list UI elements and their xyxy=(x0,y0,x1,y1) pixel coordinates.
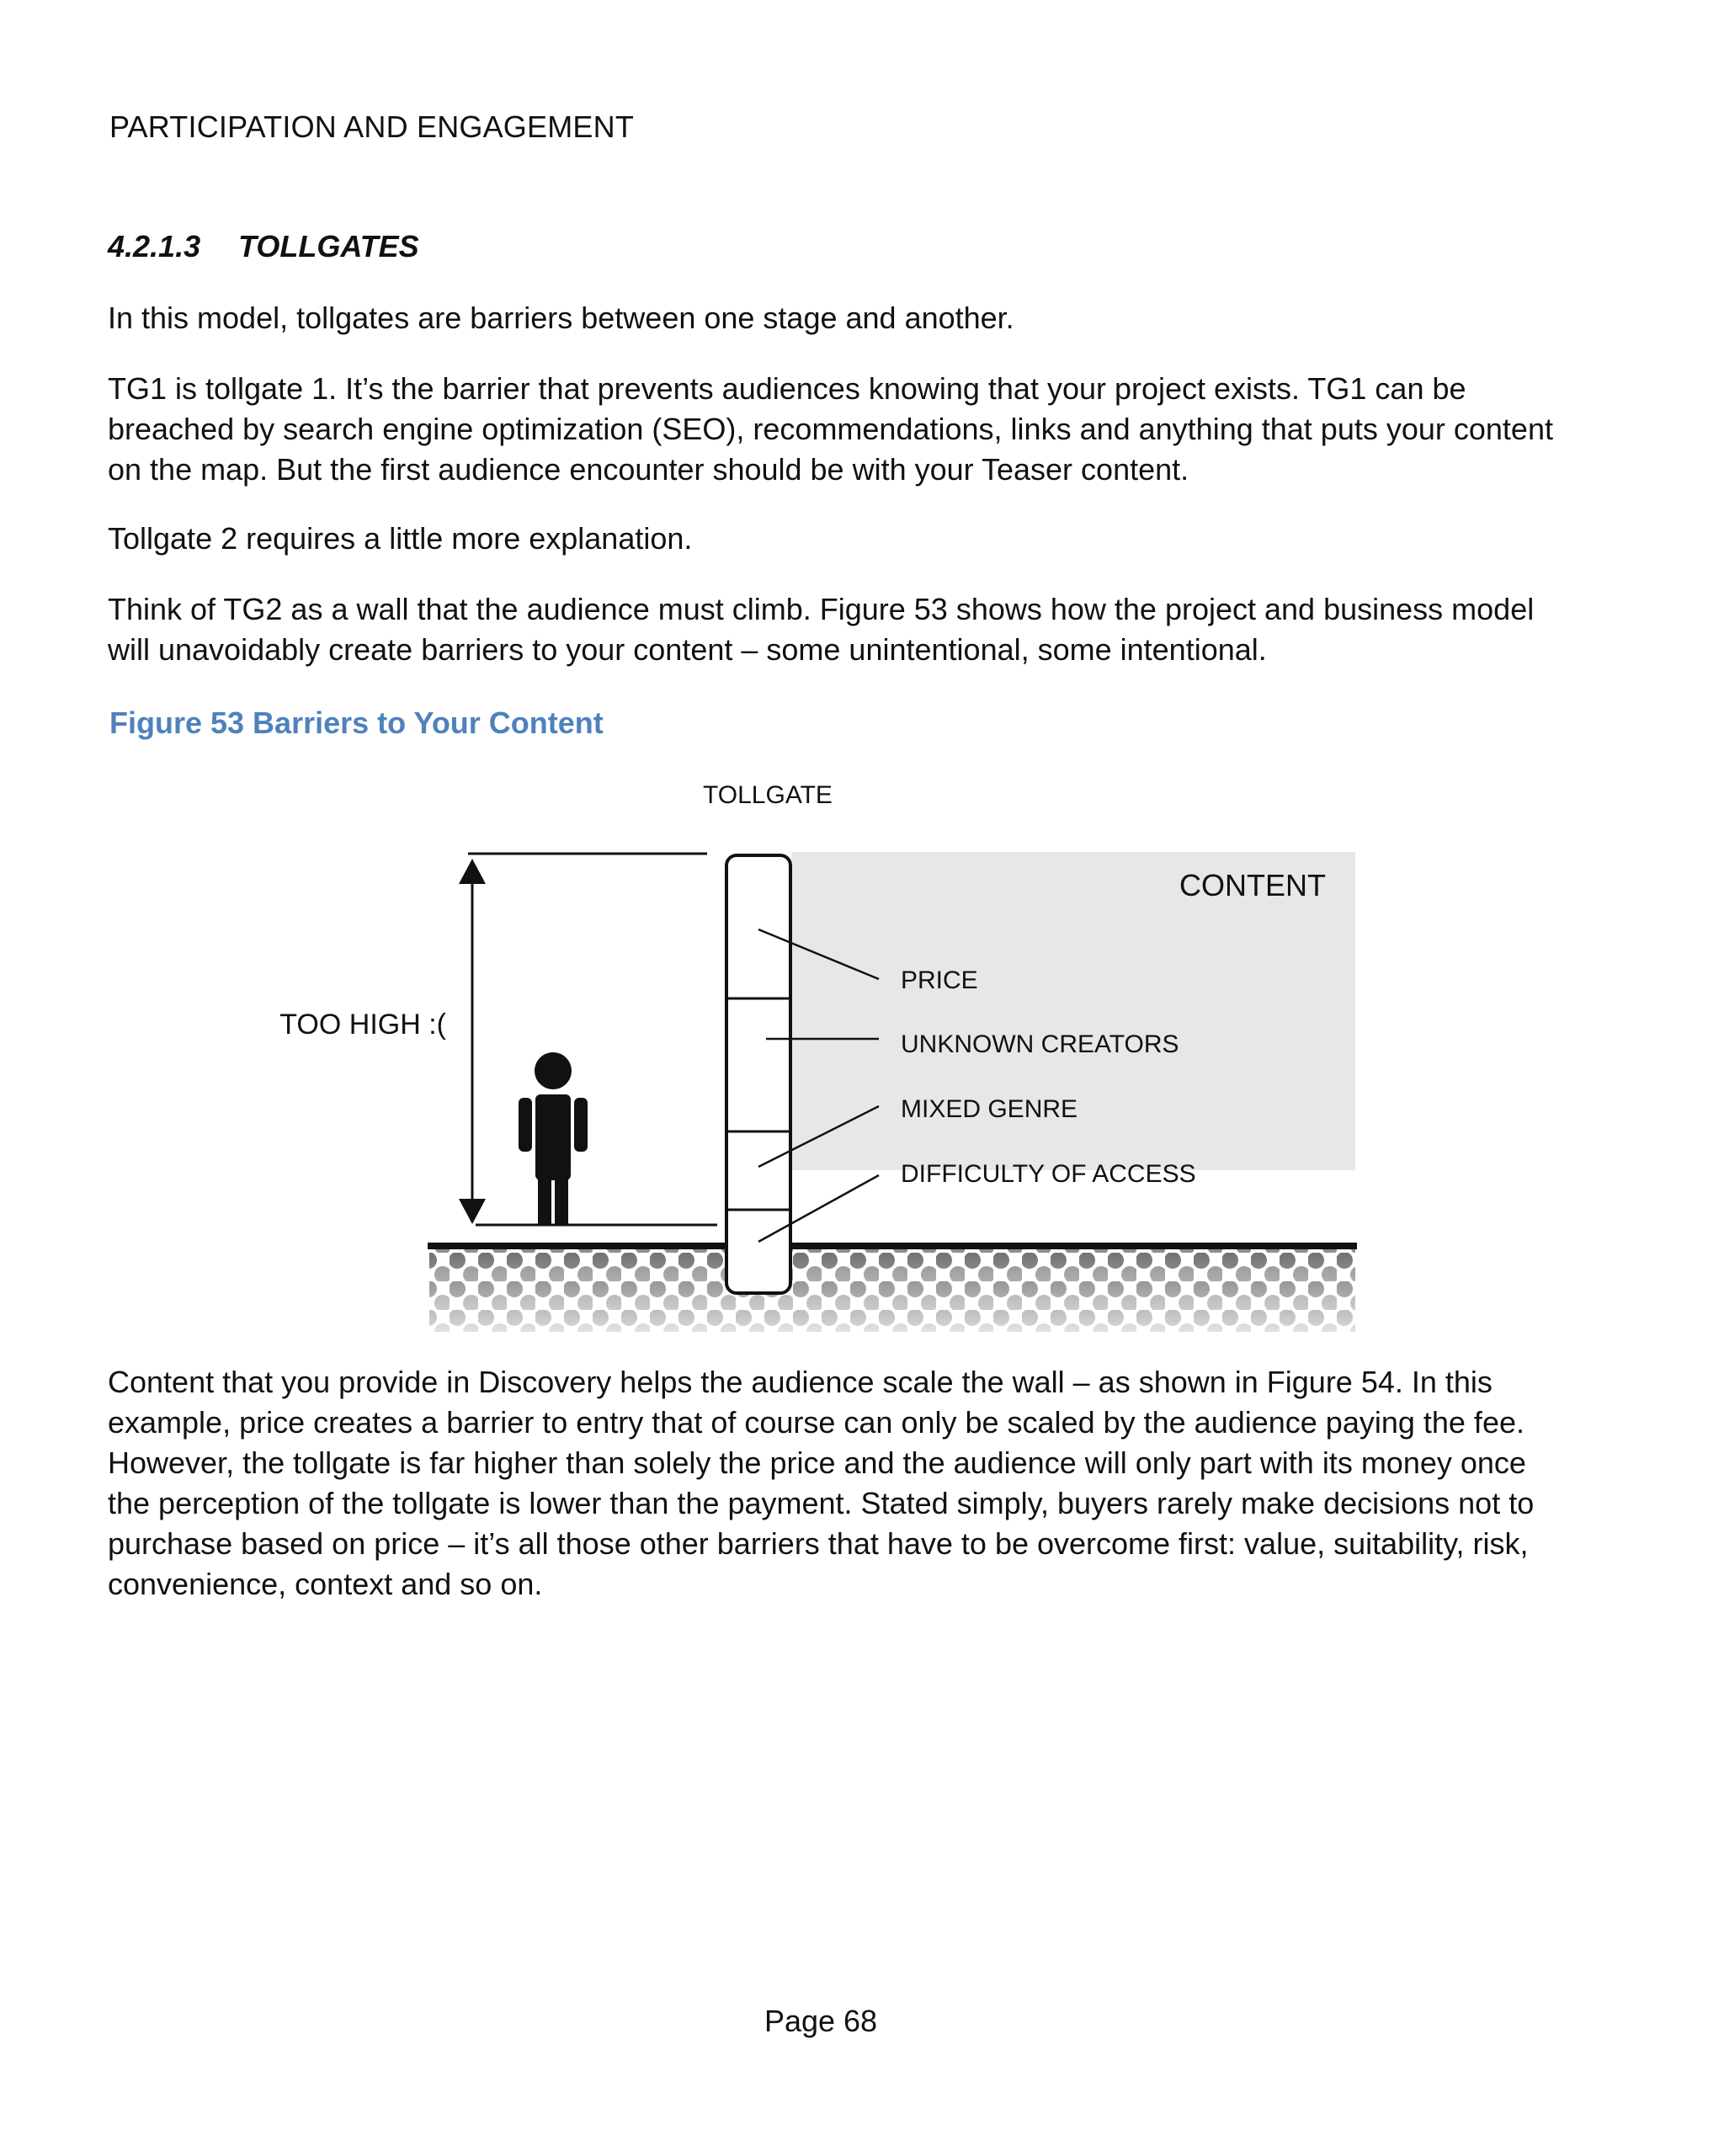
person-icon xyxy=(519,1052,588,1224)
section-title: TOLLGATES xyxy=(238,229,419,264)
paragraph-tg2-wall: Think of TG2 as a wall that the audience must climb. Figure 53 shows how the project and business model will unavoidably create barriers to your content – some unintentional, some intentional. xyxy=(108,592,1535,667)
content-label: CONTENT xyxy=(1179,868,1326,902)
paragraph-tg1: TG1 is tollgate 1. It’s the barrier that prevents audiences knowing that your project exists. TG1 can be breached by search engine optimization (SEO), recommendations, links and anything that puts your content on the map. But the first audience encounter should be with your Teaser content. xyxy=(108,371,1553,487)
height-label: TOO HIGH :( xyxy=(279,1009,446,1041)
tollgate-label: TOLLGATE xyxy=(703,781,833,809)
section-heading xyxy=(108,229,419,264)
tollgate-figure xyxy=(278,766,1372,1339)
page-number: Page 68 xyxy=(764,2004,878,2038)
paragraph-discovery: Content that you provide in Discovery helps the audience scale the wall – as shown in Figure 54. In this example, price creates a barrier to entry that of course can only be scaled by the audience paying the fee. However, the tollgate is far higher than solely the price and the audience will only part with its money once the perception of the tollgate is lower than the payment. Stated simply, buyers rarely make decisions not to purchase based on price – it’s all those other barriers that have to be overcome first: value, suitability, risk, convenience, context and so on. xyxy=(108,1365,1535,1601)
paragraph-tg2-intro: Tollgate 2 requires a little more explanation. xyxy=(108,521,693,556)
figure-caption: Figure 53 Barriers to Your Content xyxy=(109,705,604,740)
barrier-label-difficulty: DIFFICULTY OF ACCESS xyxy=(901,1160,1196,1188)
paragraph-intro: In this model, tollgates are barriers between one stage and another. xyxy=(108,301,1014,335)
barrier-label-price: PRICE xyxy=(901,966,978,994)
section-number: 4.2.1.3 xyxy=(108,229,201,264)
running-head: PARTICIPATION AND ENGAGEMENT xyxy=(109,109,635,144)
tollgate-wall xyxy=(726,855,790,1293)
barrier-label-unknown-creators: UNKNOWN CREATORS xyxy=(901,1030,1179,1058)
barrier-label-mixed-genre: MIXED GENRE xyxy=(901,1095,1078,1123)
